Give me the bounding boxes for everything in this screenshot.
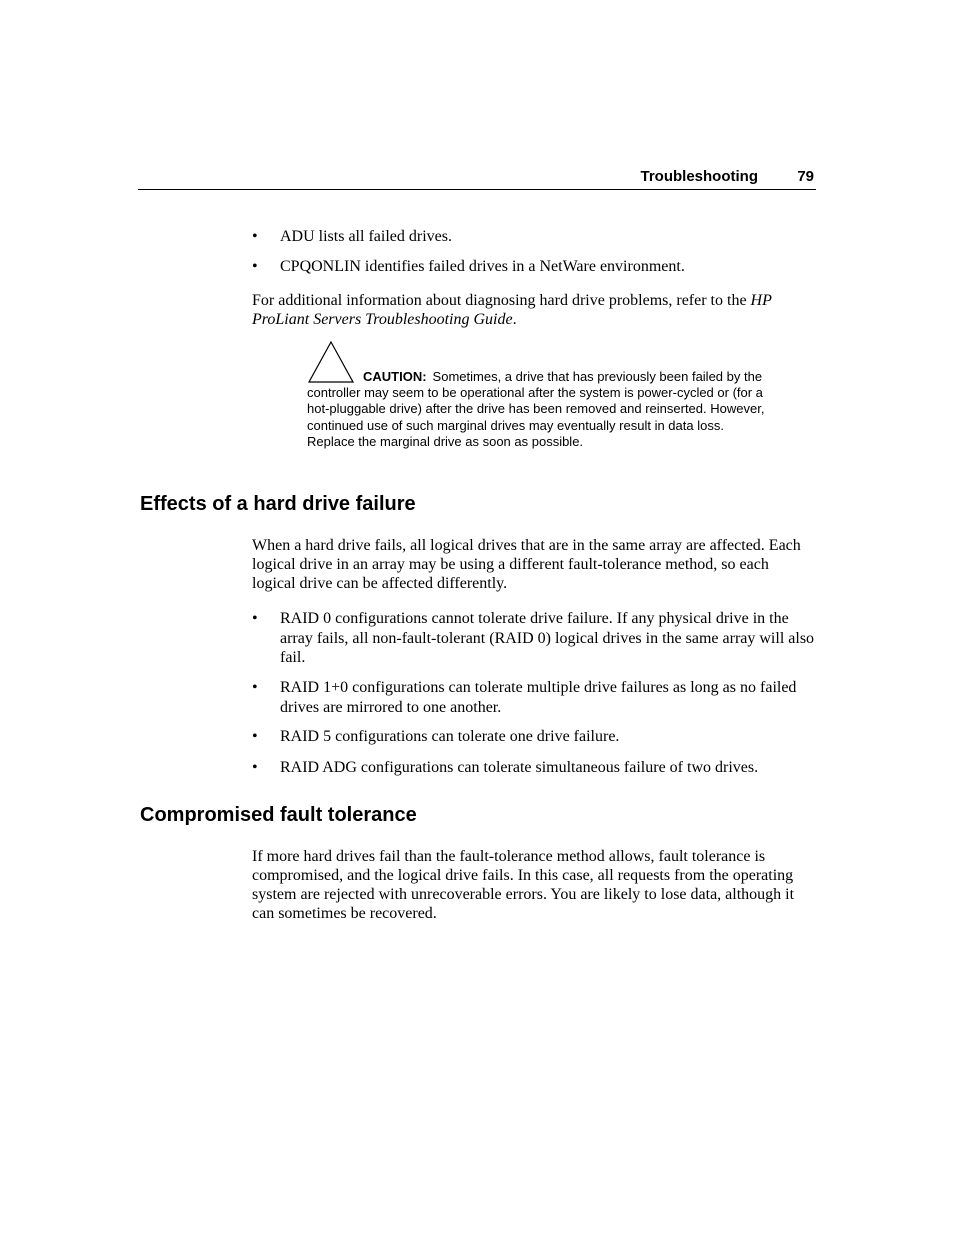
guide-title: HP ProLiant Servers Troubleshooting Guide <box>252 292 772 328</box>
bullet-icon: • <box>252 759 258 776</box>
list-item-text: RAID 5 configurations can tolerate one drive failure. <box>280 728 620 745</box>
list-item <box>252 758 816 778</box>
effects-paragraph: When a hard drive fails, all logical drives that are in the same array are affected. Each logical drive in an array may be using a different fault-tolerance method, so each logical drive can be affected differently. <box>252 537 801 592</box>
section-heading-compromised: Compromised fault tolerance <box>140 804 417 826</box>
bullet-icon: • <box>252 728 258 745</box>
list-item <box>252 678 816 717</box>
page-header <box>138 166 816 190</box>
header-page-number: 79 <box>797 168 814 185</box>
caution-label: CAUTION: <box>363 369 427 384</box>
section-heading-effects: Effects of a hard drive failure <box>140 493 416 515</box>
bullet-icon: • <box>252 679 258 696</box>
bullet-icon: • <box>252 258 258 275</box>
additional-info-text: For additional information about diagnosing hard drive problems, refer to the <box>252 292 751 309</box>
list-item-text: CPQONLIN identifies failed drives in a NetWare environment. <box>280 258 685 275</box>
list-item-text: RAID ADG configurations can tolerate simultaneous failure of two drives. <box>280 759 759 776</box>
compromised-paragraph: If more hard drives fail than the fault-tolerance method allows, fault tolerance is compromised, and the logical drive fails. In this case, all requests from the operating system are rejected with unrecoverable errors. You are likely to lose data, although it can sometimes be recovered. <box>252 848 795 922</box>
caution-text: Sometimes, a drive that has previously been failed by the controller may seem to be operational after the system is power-cycled or (for a hot-pluggable drive) after the drive has been removed and reinserted. However, continued use of such marginal drives may eventually result in data loss. Replace the marginal drive as soon as possible. <box>307 369 765 449</box>
list-item <box>252 257 816 277</box>
bullet-icon: • <box>252 228 258 245</box>
additional-info-end: . <box>512 311 517 328</box>
list-item-text: RAID 0 configurations cannot tolerate drive failure. If any physical drive in the array fails, all non-fault-tolerant (RAID 0) logical drives in the same array will also fail. <box>280 610 815 666</box>
list-item-text: ADU lists all failed drives. <box>280 228 452 245</box>
caution-text-block <box>307 369 767 450</box>
list-item <box>252 227 816 247</box>
header-section-title: Troubleshooting <box>640 168 758 185</box>
list-item <box>252 609 816 668</box>
bullet-icon: • <box>252 610 258 627</box>
list-item <box>252 727 816 747</box>
list-item-text: RAID 1+0 configurations can tolerate multiple drive failures as long as no failed drives are mirrored to one another. <box>280 679 797 716</box>
additional-info-paragraph <box>252 291 816 329</box>
